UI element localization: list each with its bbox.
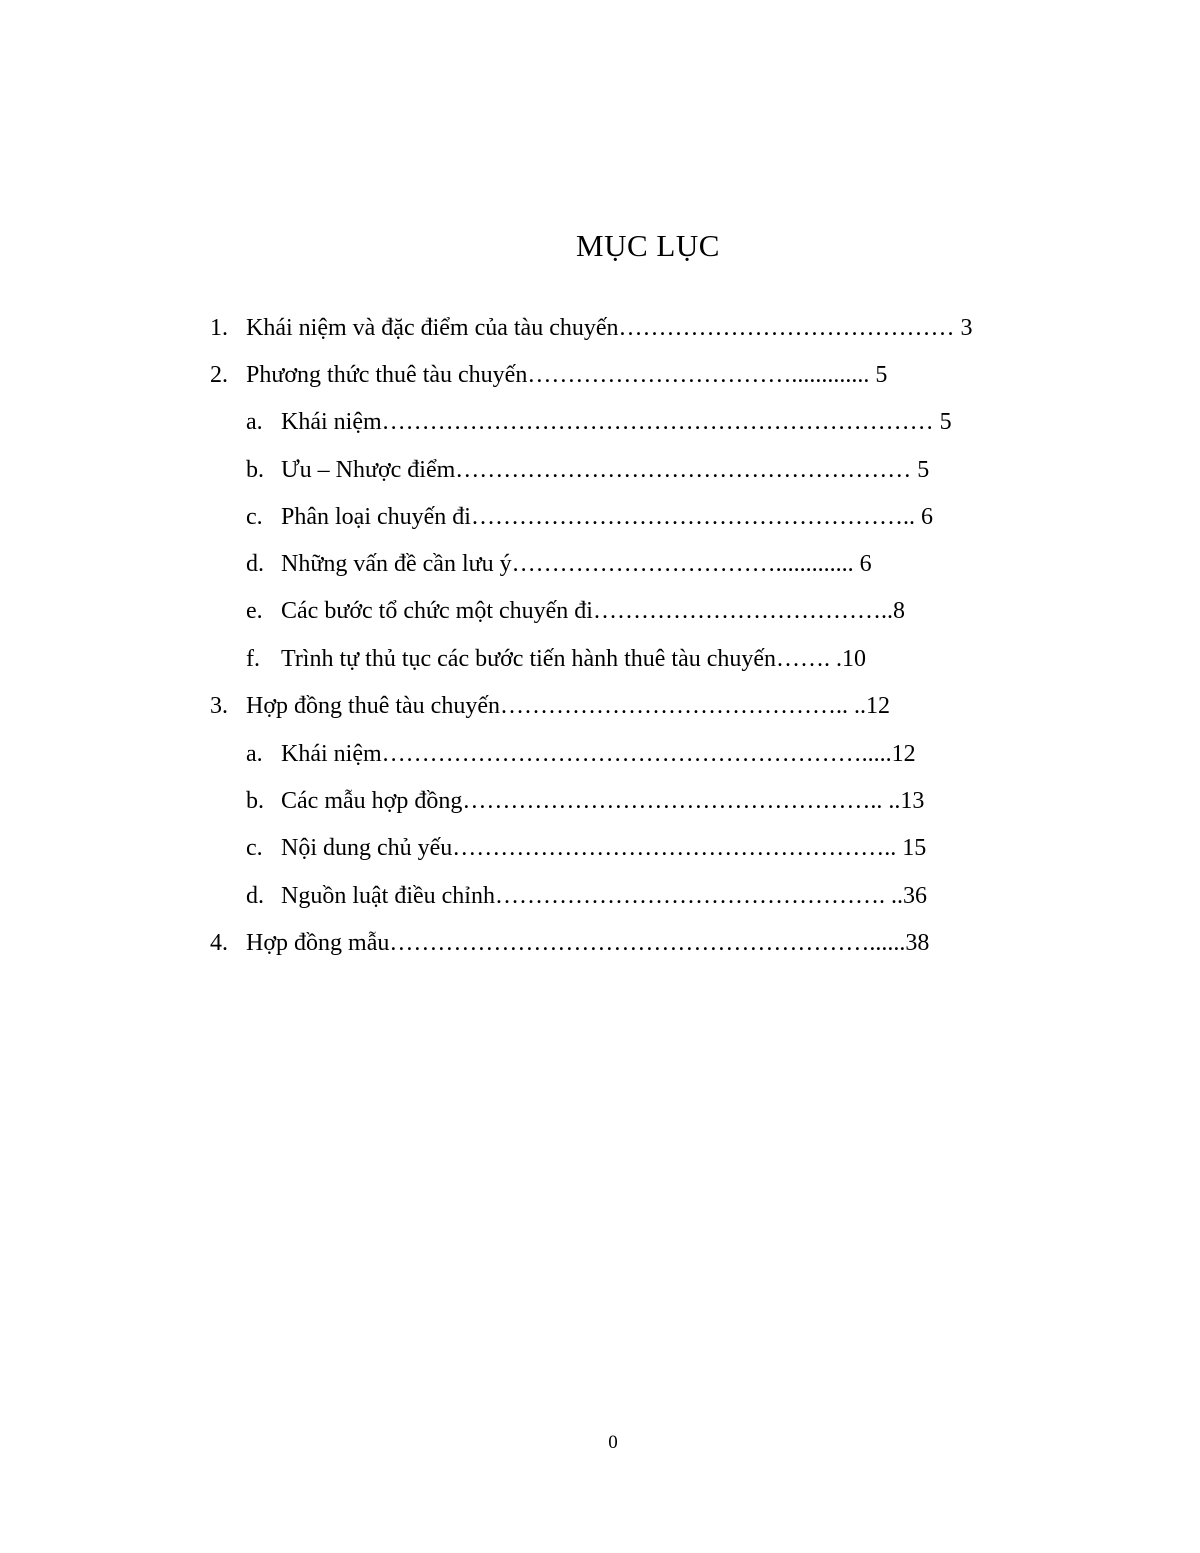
toc-entry-text: Khái niệm…………………………………………………………… 5 [281, 409, 952, 435]
toc-entry-text: Hợp đồng mẫu……………………………………………………......38 [246, 930, 930, 956]
toc-entry-number: 3. [210, 693, 228, 719]
toc-entry-number: 2. [210, 362, 228, 388]
toc-entry-number: 1. [210, 315, 228, 341]
toc-entry-text: Phân loại chuyến đi……………………………………………….. 6 [281, 504, 933, 530]
toc-entry-text: Nội dung chủ yếu……………………………………………….. 15 [281, 835, 927, 861]
page-number: 0 [608, 1432, 618, 1453]
toc-entry-letter: b. [246, 788, 264, 814]
toc-entry-text: Trình tự thủ tục các bước tiến hành thuê tàu chuyến……. .10 [281, 646, 867, 672]
page-title: MỤC LỤC [576, 228, 720, 263]
toc-entry-text: Khái niệm và đặc điểm của tàu chuyến…………………………………… 3 [246, 315, 973, 341]
toc-entry-text: Những vấn đề cần lưu ý……………………………............. 6 [281, 551, 872, 577]
toc-entry-text: Các mẫu hợp đồng…………………………………………….. ..13 [281, 788, 925, 814]
toc-entry-letter: c. [246, 504, 263, 530]
toc-entry-text: Phương thức thuê tàu chuyến……………………………............. 5 [246, 362, 888, 388]
toc-entry-letter: b. [246, 457, 264, 483]
toc-entry-letter: a. [246, 409, 263, 435]
toc-entry-letter: d. [246, 551, 264, 577]
toc-entry-text: Ưu – Nhược điểm………………………………………………… 5 [281, 457, 930, 483]
toc-entry-text: Hợp đồng thuê tàu chuyến…………………………………….. ..12 [246, 693, 890, 719]
toc-entry-text: Khái niệm…………………………………………………….....12 [281, 741, 916, 767]
toc-entry-text: Các bước tổ chức một chuyến đi………………………………..8 [281, 598, 905, 624]
toc-entry-letter: d. [246, 883, 264, 909]
toc-entry-letter: f. [246, 646, 260, 672]
toc-entry-letter: e. [246, 598, 263, 624]
toc-entry-letter: c. [246, 835, 263, 861]
toc-entry-letter: a. [246, 741, 263, 767]
toc-entry-text: Nguồn luật điều chỉnh…………………………………………. ..36 [281, 883, 927, 909]
toc-entry-number: 4. [210, 930, 228, 956]
